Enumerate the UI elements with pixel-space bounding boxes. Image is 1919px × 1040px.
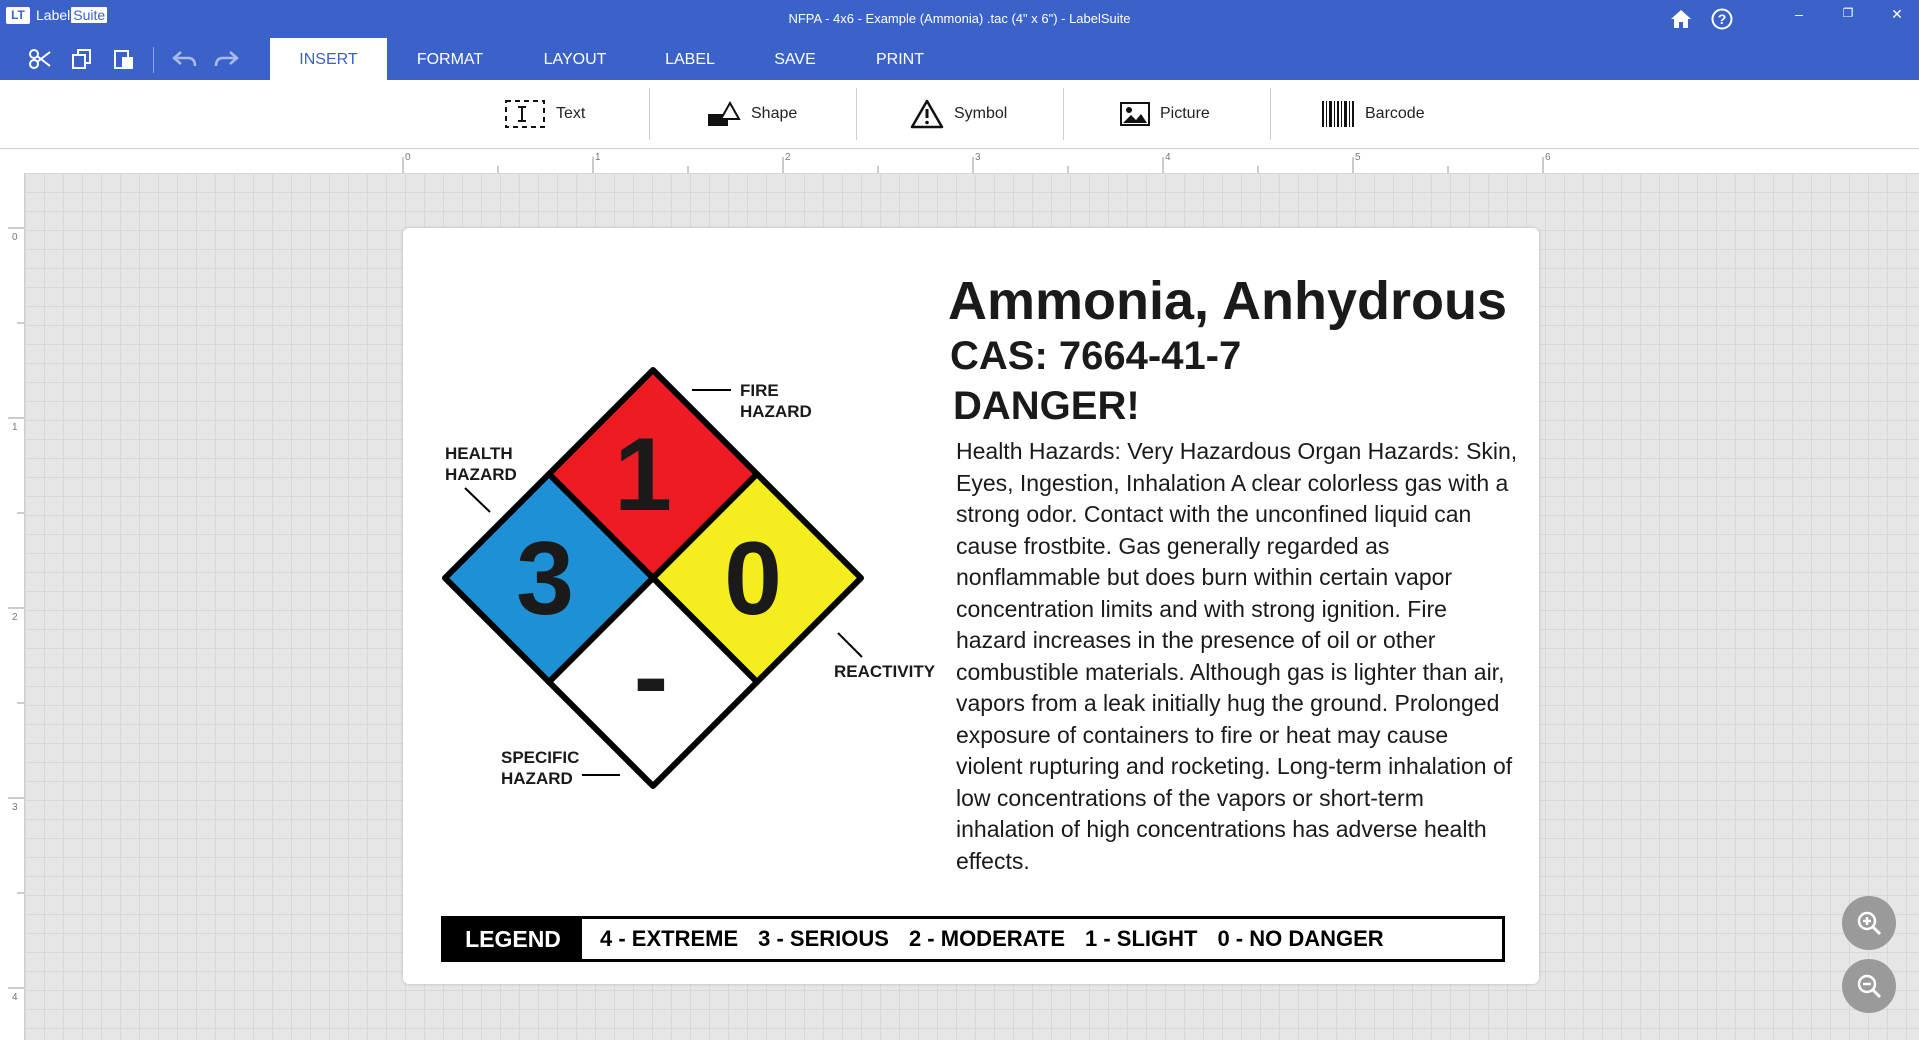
tab-layout[interactable]: LAYOUT <box>543 51 607 68</box>
copy-icon[interactable] <box>69 47 95 71</box>
ruler-label: 1 <box>12 422 18 433</box>
cut-icon[interactable] <box>27 47 53 71</box>
home-icon[interactable] <box>1668 6 1694 32</box>
ruler-label: 4 <box>1165 152 1171 163</box>
reactivity-caption: REACTIVITY <box>834 662 936 681</box>
ruler-label: 0 <box>405 152 411 163</box>
tab-save[interactable]: SAVE <box>774 51 816 68</box>
restore-icon[interactable]: ❐ <box>1842 6 1854 20</box>
caption-line: HAZARD <box>740 402 812 421</box>
ruler-label: 2 <box>12 612 18 623</box>
picture-icon <box>1120 102 1150 126</box>
tab-insert[interactable]: INSERT <box>270 38 387 80</box>
logo-name: Label <box>36 7 71 23</box>
ruler-ticks <box>0 173 24 1040</box>
fire-hazard-caption <box>740 380 812 422</box>
insert-symbol-label: Symbol <box>954 105 1008 122</box>
caption-line: SPECIFIC <box>501 748 580 767</box>
insert-picture-button[interactable] <box>1120 80 1210 148</box>
legend-item: 4 - EXTREME <box>600 926 739 951</box>
insert-text-button[interactable] <box>504 80 585 148</box>
legend-item: 0 - NO DANGER <box>1217 926 1384 951</box>
insert-symbol-button[interactable] <box>910 80 1007 148</box>
insert-toolbar <box>0 80 1919 149</box>
tab-print[interactable]: PRINT <box>876 51 924 68</box>
toolbar-separator <box>153 47 154 73</box>
window-title: NFPA - 4x6 - Example (Ammonia) .tac (4" x 6") - LabelSuite <box>788 11 1131 26</box>
ruler-label: 5 <box>1355 152 1361 163</box>
tool-separator <box>649 88 650 140</box>
insert-picture-label: Picture <box>1160 105 1210 122</box>
hazard-description[interactable]: Health Hazards: Very Hazardous Organ Hazards: Skin, Eyes, Ingestion, Inhalation A clear colorless gas with a strong odor. Contact with the unconfined liquid can cause frostbite. Gas generally regarded as nonflammable but does burn within certain vapor concentration limits and with strong ignition. Fire hazard increases in the presence of oil or other combustible materials. Although gas is lighter than air, vapors from a leak initially hug the ground. Prolonged exposure of containers to fire or heat may cause violent rupturing and rocketing. Long-term inhalation of low concentrations of the vapors or short-term inhalation of high concentrations has adverse health effects. <box>956 438 1518 874</box>
health-rating: 3 <box>516 521 574 637</box>
caption-line: HAZARD <box>445 465 517 484</box>
logo-suffix: Suite <box>73 7 106 23</box>
warning-symbol-icon <box>910 99 944 129</box>
zoom-in-button[interactable] <box>1842 896 1896 950</box>
insert-text-label: Text <box>556 105 586 122</box>
vertical-ruler <box>0 173 25 1040</box>
ruler-label: 3 <box>12 802 18 813</box>
ruler-label: 2 <box>785 152 791 163</box>
caption-line: HEALTH <box>445 444 513 463</box>
cas-number[interactable]: CAS: 7664-41-7 <box>950 334 1242 378</box>
help-icon[interactable] <box>1709 6 1735 32</box>
signal-word[interactable]: DANGER! <box>953 384 1140 428</box>
nfpa-diamond[interactable] <box>433 362 873 802</box>
reactivity-rating: 0 <box>724 521 782 637</box>
redo-icon[interactable] <box>213 47 239 71</box>
tab-format[interactable]: FORMAT <box>416 51 484 68</box>
barcode-icon <box>1321 100 1355 128</box>
ruler-label: 3 <box>975 152 981 163</box>
specific-hazard-caption <box>501 747 579 789</box>
legend-item: 1 - SLIGHT <box>1085 926 1198 951</box>
minimize-icon[interactable]: – <box>1795 6 1803 22</box>
ruler-label: 0 <box>12 232 18 243</box>
health-hazard-caption <box>445 443 517 485</box>
horizontal-ruler <box>0 149 1919 174</box>
logo-badge: LT <box>6 7 30 24</box>
svg-text:?: ? <box>1717 11 1727 27</box>
legend-item: 3 - SERIOUS <box>758 926 889 951</box>
product-name[interactable]: Ammonia, Anhydrous <box>948 271 1508 331</box>
ribbon-tab-bar <box>0 38 1919 80</box>
zoom-in-icon <box>1855 909 1883 937</box>
ruler-label: 4 <box>12 992 18 1003</box>
undo-icon[interactable] <box>172 47 198 71</box>
insert-barcode-button[interactable] <box>1321 80 1425 148</box>
ruler-label: 1 <box>595 152 601 163</box>
close-icon[interactable]: ✕ <box>1891 6 1903 22</box>
legend-heading: LEGEND <box>444 919 582 959</box>
text-box-icon <box>504 99 546 129</box>
shape-icon <box>707 101 741 127</box>
tool-separator <box>1270 88 1271 140</box>
ruler-label: 6 <box>1545 152 1551 163</box>
caption-line: FIRE <box>740 381 779 400</box>
caption-line: HAZARD <box>501 769 573 788</box>
legend-bar[interactable] <box>441 916 1505 962</box>
title-bar <box>0 0 1919 38</box>
insert-barcode-label: Barcode <box>1365 105 1425 122</box>
tool-separator <box>856 88 857 140</box>
tool-separator <box>1063 88 1064 140</box>
ruler-ticks <box>0 149 1919 173</box>
paste-icon[interactable] <box>111 47 137 71</box>
tab-label[interactable]: LABEL <box>665 51 715 68</box>
insert-shape-button[interactable] <box>707 80 797 148</box>
insert-shape-label: Shape <box>751 105 798 122</box>
zoom-out-button[interactable] <box>1842 959 1896 1013</box>
fire-rating: 1 <box>614 417 672 533</box>
zoom-out-icon <box>1855 972 1883 1000</box>
legend-item: 2 - MODERATE <box>908 926 1065 951</box>
special-rating: - <box>633 619 669 735</box>
